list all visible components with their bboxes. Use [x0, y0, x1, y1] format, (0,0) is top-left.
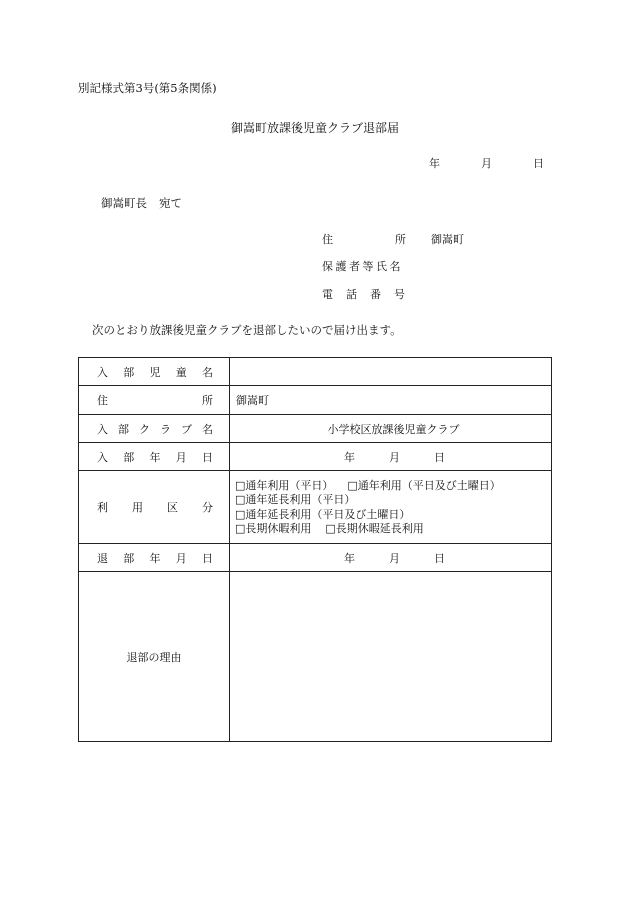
row-child-name	[79, 358, 552, 386]
withdraw-date-field[interactable]	[230, 544, 552, 572]
club-field[interactable]: 小学校区放課後児童クラブ	[230, 415, 552, 443]
date-unit: 日	[434, 450, 445, 464]
row-address	[79, 386, 552, 415]
addressee-name: 御嵩町長	[101, 196, 147, 210]
label-char: 所	[202, 394, 213, 407]
club-label	[79, 415, 230, 443]
date-unit: 月	[389, 551, 400, 565]
address-field[interactable]: 御嵩町	[230, 386, 552, 415]
usage-option-checkbox[interactable]: □通年利用（平日及び土曜日）	[347, 478, 501, 492]
date-month-unit: 月	[481, 157, 492, 170]
reason-label: 退部の理由	[79, 572, 230, 742]
form-number: 別記様式第3号(第5条関係)	[78, 81, 217, 95]
row-entry-date	[79, 443, 552, 471]
label-char: 年	[149, 551, 161, 565]
label-char: ク	[139, 422, 150, 436]
label-char: 月	[175, 551, 187, 565]
label-char: 入	[97, 422, 108, 436]
date-year-unit: 年	[429, 157, 440, 170]
entry-date-field[interactable]	[230, 443, 552, 471]
usage-options	[230, 471, 552, 544]
date-unit: 月	[389, 450, 400, 464]
label-char: 部	[123, 365, 135, 379]
applicant-address-row	[322, 231, 464, 247]
guardian-name-label: 保護者等氏名	[322, 260, 403, 273]
intro-text: 次のとおり放課後児童クラブを退部したいので届け出ます。	[92, 323, 402, 337]
label-char: 退	[97, 551, 108, 565]
withdrawal-form-table	[78, 357, 552, 742]
child-name-field[interactable]	[230, 358, 552, 386]
usage-option-checkbox[interactable]: □長期休暇延長利用	[325, 522, 424, 535]
usage-option-checkbox[interactable]: □通年延長利用（平日及び土曜日）	[235, 507, 411, 521]
label-char: 区	[167, 501, 178, 514]
label-char: 部	[123, 450, 135, 464]
submission-date	[429, 155, 544, 171]
label-char: 名	[202, 422, 213, 436]
usage-option-checkbox[interactable]: □通年利用（平日）	[235, 478, 334, 492]
date-unit: 日	[434, 551, 445, 565]
usage-label	[79, 471, 230, 544]
row-usage	[79, 471, 552, 544]
label-char: 利	[97, 501, 108, 514]
label-char: 部	[118, 422, 129, 436]
date-unit: 年	[344, 450, 355, 464]
address-label	[79, 386, 230, 415]
applicant-address-label-1: 住	[322, 233, 333, 246]
usage-option-checkbox[interactable]: □通年延長利用（平日）	[235, 493, 356, 506]
label-char: 童	[175, 365, 187, 379]
label-char: 分	[202, 501, 213, 514]
row-club	[79, 415, 552, 443]
row-reason	[79, 572, 552, 742]
label-char: 児	[149, 365, 161, 379]
label-char: 入	[97, 450, 108, 464]
label-char: ブ	[181, 422, 192, 436]
label-char: 名	[202, 365, 213, 379]
child-name-label	[79, 358, 230, 386]
withdraw-date-label	[79, 544, 230, 572]
phone-label: 電 話 番 号	[322, 288, 406, 301]
label-char: 用	[132, 501, 143, 514]
label-char: 入	[97, 365, 108, 379]
addressee-suffix: 宛て	[159, 196, 182, 210]
usage-option-checkbox[interactable]: □長期休暇利用	[235, 522, 312, 535]
label-char: 年	[149, 450, 161, 464]
document-title: 御嵩町放課後児童クラブ退部届	[230, 121, 399, 135]
date-day-unit: 日	[533, 157, 544, 170]
entry-date-label	[79, 443, 230, 471]
label-char: 月	[175, 450, 187, 464]
label-char: 日	[202, 551, 213, 565]
applicant-address-value: 御嵩町	[431, 233, 464, 246]
label-char: 部	[123, 551, 135, 565]
date-unit: 年	[344, 551, 355, 565]
label-char: 日	[202, 450, 213, 464]
reason-field[interactable]	[230, 572, 552, 742]
addressee	[101, 195, 182, 211]
row-withdraw-date	[79, 544, 552, 572]
applicant-address-label-2: 所	[395, 233, 406, 246]
label-char: ラ	[160, 422, 171, 436]
label-char: 住	[97, 394, 108, 407]
